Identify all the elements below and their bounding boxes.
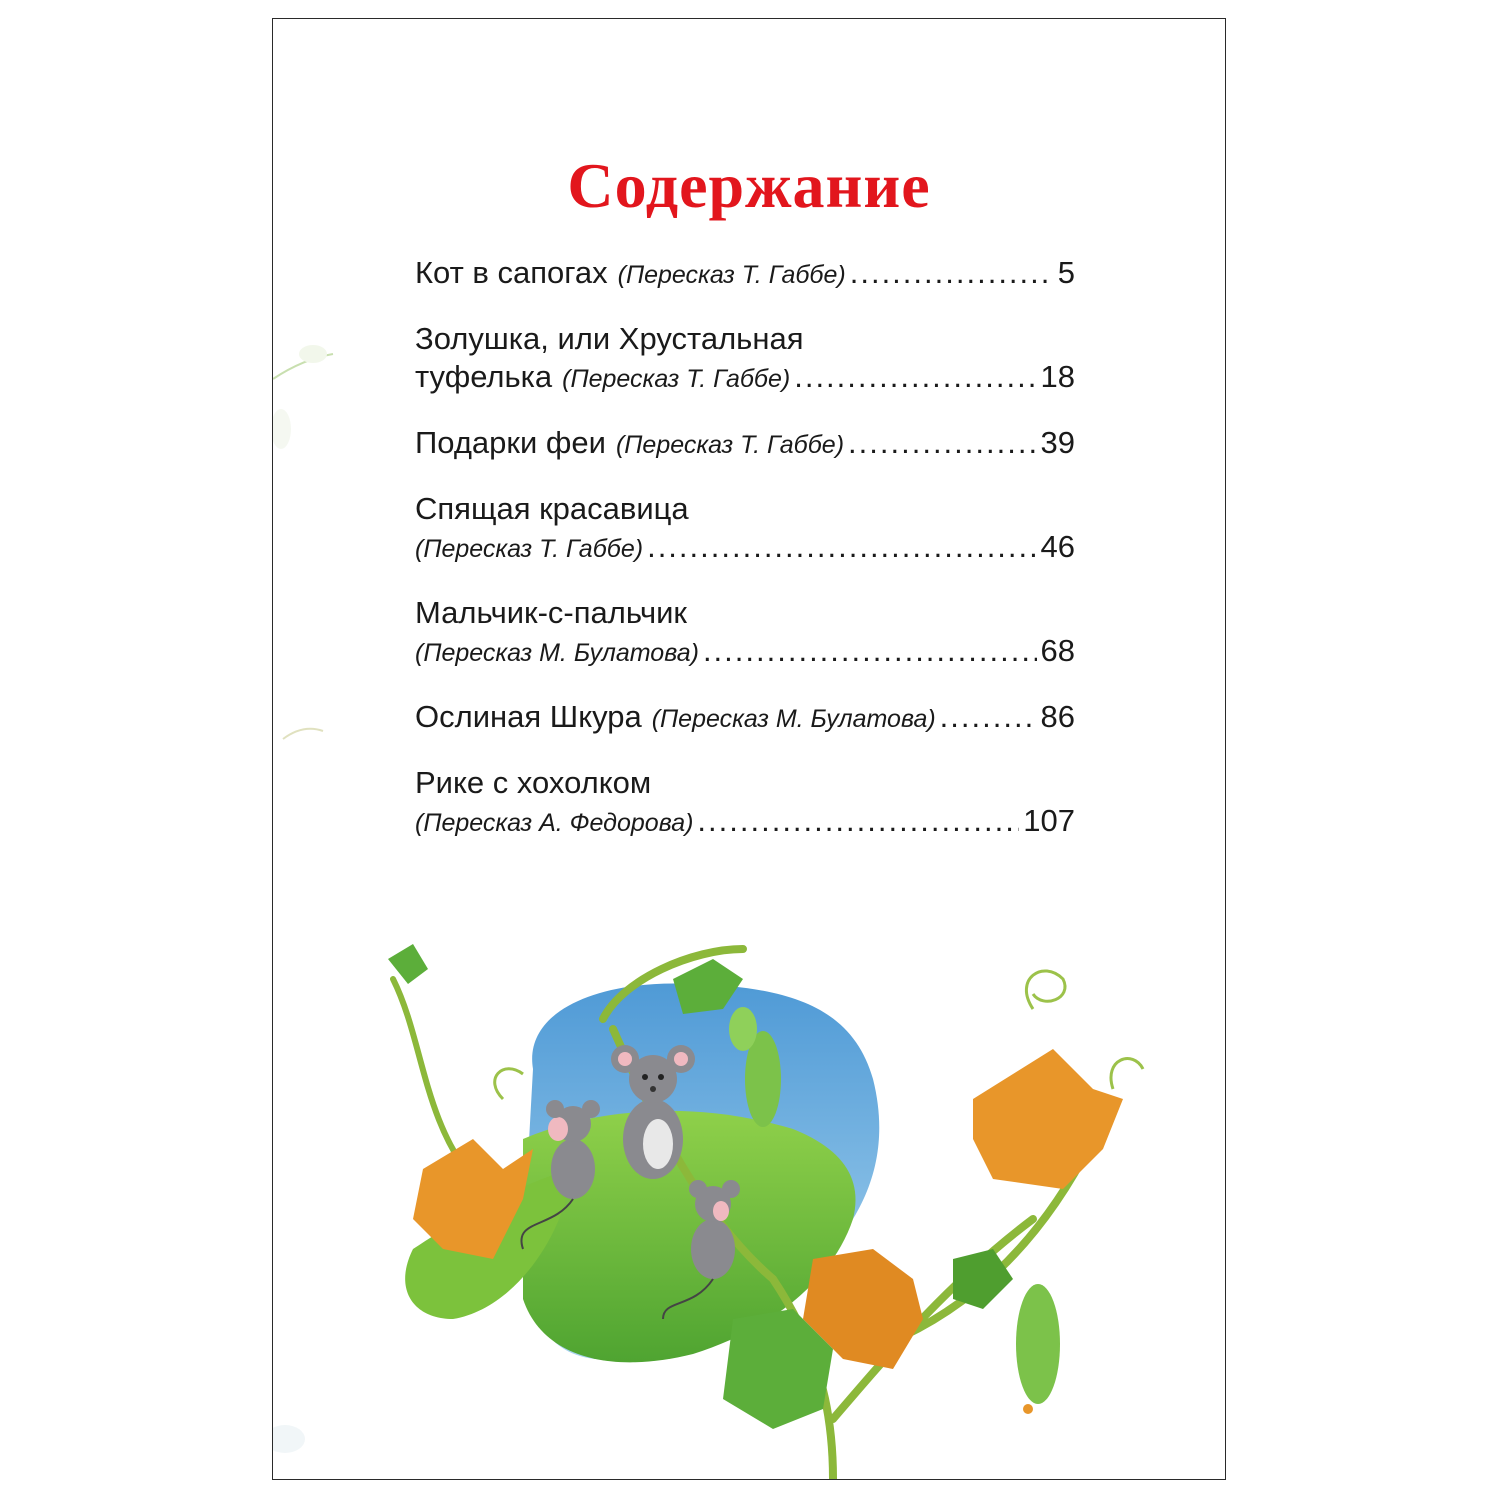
- entry-title: Ослиная Шкура: [415, 699, 642, 734]
- entry-title: Подарки феи: [415, 425, 606, 460]
- page-title: Содержание: [567, 150, 931, 221]
- entry-page: 68: [1040, 633, 1075, 668]
- entry-title-line1: Золушка, или Хрустальная: [415, 321, 804, 356]
- entry-page: 18: [1040, 359, 1075, 394]
- entry-page: 86: [1040, 699, 1075, 734]
- entry-note: (Пересказ Т. Габбе): [415, 535, 644, 563]
- entry-page: 46: [1040, 529, 1075, 564]
- mice-vine-illustration: [273, 19, 1226, 1480]
- entry-title: Кот в сапогах: [415, 255, 608, 290]
- entry-page: 5: [1057, 255, 1075, 290]
- entry-note: (Пересказ Т. Габбе): [615, 431, 845, 459]
- entry-title: туфелька: [415, 359, 553, 394]
- book-page: [272, 18, 1226, 1480]
- entry-title-line1: Мальчик-с-пальчик: [415, 595, 687, 630]
- entry-note: (Пересказ М. Булатова): [415, 639, 699, 667]
- entry-page: 39: [1040, 425, 1075, 460]
- entry-note: (Пересказ М. Булатова): [651, 705, 936, 733]
- entry-title-line1: Рике с хохолком: [415, 765, 652, 800]
- flower-sprig-icon: [273, 345, 333, 1453]
- entry-page: 107: [1023, 803, 1075, 838]
- entry-title-line1: Спящая красавица: [415, 491, 689, 526]
- entry-note: (Пересказ А. Федорова): [415, 809, 694, 837]
- entry-note: (Пересказ Т. Габбе): [617, 261, 846, 289]
- entry-note: (Пересказ Т. Габбе): [562, 365, 791, 393]
